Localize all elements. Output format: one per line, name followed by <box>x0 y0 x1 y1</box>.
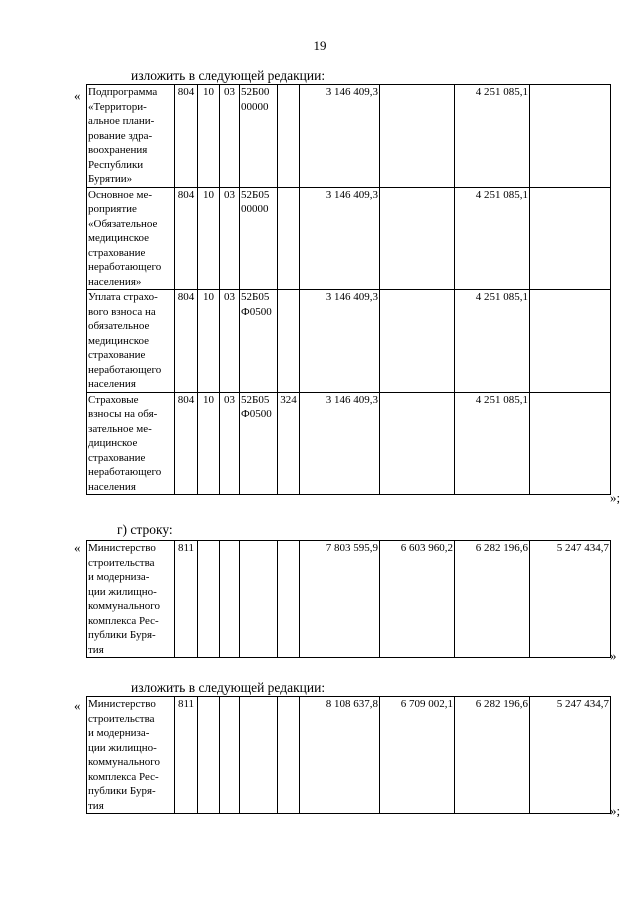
row-name-cell-line: вого взноса на <box>88 305 156 318</box>
amount-cell-4 <box>530 187 611 290</box>
row-name-cell-line: населения» <box>88 275 142 288</box>
row-name-cell-line: взносы на обя- <box>88 408 158 420</box>
section-code-cell: 10 <box>198 290 220 393</box>
section1-close-quote: »; <box>610 490 621 505</box>
amount-cell-4 <box>530 85 611 188</box>
ministry-code-cell: 811 <box>175 697 198 814</box>
row-name-cell-line: населения <box>88 378 136 390</box>
amount-cell-1: 7 803 595,9 <box>300 541 380 658</box>
row-name-cell-line: Уплата страхо- <box>88 291 158 303</box>
target-article-cell-line: 52Б05 <box>241 188 270 201</box>
row-name-cell-line: рование здра- <box>88 129 153 142</box>
section-code-cell <box>198 697 220 814</box>
table-row <box>87 541 611 658</box>
amount-cell-4 <box>530 290 611 393</box>
table-row <box>87 392 611 495</box>
target-article-cell-line: Ф0500 <box>241 305 272 318</box>
amount-cell-1: 8 108 637,8 <box>300 697 380 814</box>
amount-cell-2 <box>380 187 455 290</box>
section3-heading: изложить в следующей редакции: <box>131 680 326 695</box>
section2-open-quote: « <box>74 540 81 555</box>
row-name-cell-line: публики Буря- <box>88 629 156 641</box>
amount-cell-4: 5 247 434,7 <box>530 697 611 814</box>
ministry-code-cell: 804 <box>175 392 198 495</box>
section3-close-quote: »; <box>610 803 621 818</box>
row-name-cell-line: комплекса Рес- <box>88 770 159 783</box>
amount-cell-2 <box>380 290 455 393</box>
ministry-code-cell: 811 <box>175 541 198 658</box>
expense-type-cell <box>278 290 300 393</box>
target-article-cell <box>240 187 278 290</box>
table-row <box>87 85 611 188</box>
subsection-code-cell <box>220 541 240 658</box>
row-name-cell-line: Республики <box>88 158 144 171</box>
row-name-cell-line: Подпрограмма <box>88 86 158 98</box>
amount-cell-3: 6 282 196,6 <box>455 697 530 814</box>
row-name-cell-line: ции жилищно- <box>88 585 157 598</box>
row-name-cell-line: «Обязательное <box>88 217 158 230</box>
row-name-cell-line: Основное ме- <box>88 188 153 201</box>
row-name-cell-line: дицинское <box>88 437 138 449</box>
row-name-cell-line: Министерство <box>88 542 156 554</box>
row-name-cell <box>87 392 175 495</box>
amount-cell-1: 3 146 409,3 <box>300 85 380 188</box>
target-article-cell <box>240 697 278 814</box>
amount-cell-4: 5 247 434,7 <box>530 541 611 658</box>
row-name-cell-line: воохранения <box>88 144 148 156</box>
subsection-code-cell: 03 <box>220 290 240 393</box>
expense-type-cell: 324 <box>278 392 300 495</box>
amount-cell-2: 6 603 960,2 <box>380 541 455 658</box>
row-name-cell-line: медицинское <box>88 232 150 244</box>
row-name-cell-line: тия <box>88 799 104 812</box>
section2-close-quote: » <box>610 648 617 663</box>
page-number: 19 <box>313 38 327 53</box>
row-name-cell-line: Бурятии» <box>88 173 133 185</box>
row-name-cell-line: и модерниза- <box>88 571 150 583</box>
target-article-cell-line: 52Б05 <box>241 291 270 303</box>
row-name-cell-line: альное плани- <box>88 115 155 127</box>
row-name-cell-line: «Территори- <box>88 100 147 113</box>
ministry-code-cell: 804 <box>175 290 198 393</box>
subsection-code-cell <box>220 697 240 814</box>
ministry-row-new <box>86 696 611 814</box>
row-name-cell-line: строительства <box>88 712 155 725</box>
row-name-cell-line: страхование <box>88 246 146 259</box>
row-name-cell-line: роприятие <box>88 203 137 215</box>
row-name-cell-line: Страховые <box>88 393 139 406</box>
amount-cell-1: 3 146 409,3 <box>300 290 380 393</box>
amount-cell-2: 6 709 002,1 <box>380 697 455 814</box>
row-name-cell-line: зательное ме- <box>88 422 152 435</box>
row-name-cell-line: коммунального <box>88 756 160 768</box>
amount-cell-3: 4 251 085,1 <box>455 85 530 188</box>
target-article-cell <box>240 392 278 495</box>
expense-type-cell <box>278 697 300 814</box>
target-article-cell-line: 52Б00 <box>241 86 270 98</box>
row-name-cell-line: комплекса Рес- <box>88 614 159 627</box>
amount-cell-1: 3 146 409,3 <box>300 392 380 495</box>
target-article-cell-line: 00000 <box>241 100 269 113</box>
section1-open-quote: « <box>74 88 81 103</box>
target-article-cell-line: Ф0500 <box>241 408 272 420</box>
expense-type-cell <box>278 541 300 658</box>
row-name-cell-line: Министерство <box>88 698 156 710</box>
row-name-cell <box>87 541 175 658</box>
amount-cell-3: 4 251 085,1 <box>455 187 530 290</box>
budget-table-new-edition <box>86 84 611 495</box>
row-name-cell-line: неработающего <box>88 363 162 376</box>
row-name-cell <box>87 85 175 188</box>
section2-heading: г) строку: <box>117 522 173 537</box>
table-row <box>87 697 611 814</box>
row-name-cell-line: неработающего <box>88 261 162 273</box>
row-name-cell-line: и модерниза- <box>88 727 150 739</box>
row-name-cell-line: коммунального <box>88 600 160 612</box>
ministry-code-cell: 804 <box>175 187 198 290</box>
target-article-cell <box>240 85 278 188</box>
amount-cell-2 <box>380 392 455 495</box>
table-row <box>87 187 611 290</box>
subsection-code-cell: 03 <box>220 187 240 290</box>
ministry-row-old <box>86 540 611 658</box>
ministry-code-cell: 804 <box>175 85 198 188</box>
section-code-cell <box>198 541 220 658</box>
amount-cell-1: 3 146 409,3 <box>300 187 380 290</box>
expense-type-cell <box>278 85 300 188</box>
row-name-cell-line: страхование <box>88 349 146 361</box>
row-name-cell-line: неработающего <box>88 466 162 478</box>
row-name-cell-line: ции жилищно- <box>88 741 157 754</box>
target-article-cell-line: 00000 <box>241 203 269 215</box>
amount-cell-2 <box>380 85 455 188</box>
amount-cell-3: 6 282 196,6 <box>455 541 530 658</box>
row-name-cell-line: населения <box>88 480 136 493</box>
row-name-cell-line: строительства <box>88 556 155 569</box>
section1-heading: изложить в следующей редакции: <box>131 68 326 83</box>
row-name-cell-line: медицинское <box>88 334 150 347</box>
amount-cell-3: 4 251 085,1 <box>455 290 530 393</box>
expense-type-cell <box>278 187 300 290</box>
row-name-cell-line: тия <box>88 643 104 656</box>
section-code-cell: 10 <box>198 392 220 495</box>
target-article-cell <box>240 541 278 658</box>
target-article-cell-line: 52Б05 <box>241 393 270 406</box>
subsection-code-cell: 03 <box>220 85 240 188</box>
target-article-cell <box>240 290 278 393</box>
row-name-cell <box>87 187 175 290</box>
section3-open-quote: « <box>74 698 81 713</box>
table-row <box>87 290 611 393</box>
section-code-cell: 10 <box>198 187 220 290</box>
row-name-cell <box>87 697 175 814</box>
amount-cell-4 <box>530 392 611 495</box>
row-name-cell-line: обязательное <box>88 320 150 332</box>
row-name-cell-line: страхование <box>88 451 146 464</box>
section-code-cell: 10 <box>198 85 220 188</box>
row-name-cell-line: публики Буря- <box>88 785 156 797</box>
subsection-code-cell: 03 <box>220 392 240 495</box>
amount-cell-3: 4 251 085,1 <box>455 392 530 495</box>
row-name-cell <box>87 290 175 393</box>
